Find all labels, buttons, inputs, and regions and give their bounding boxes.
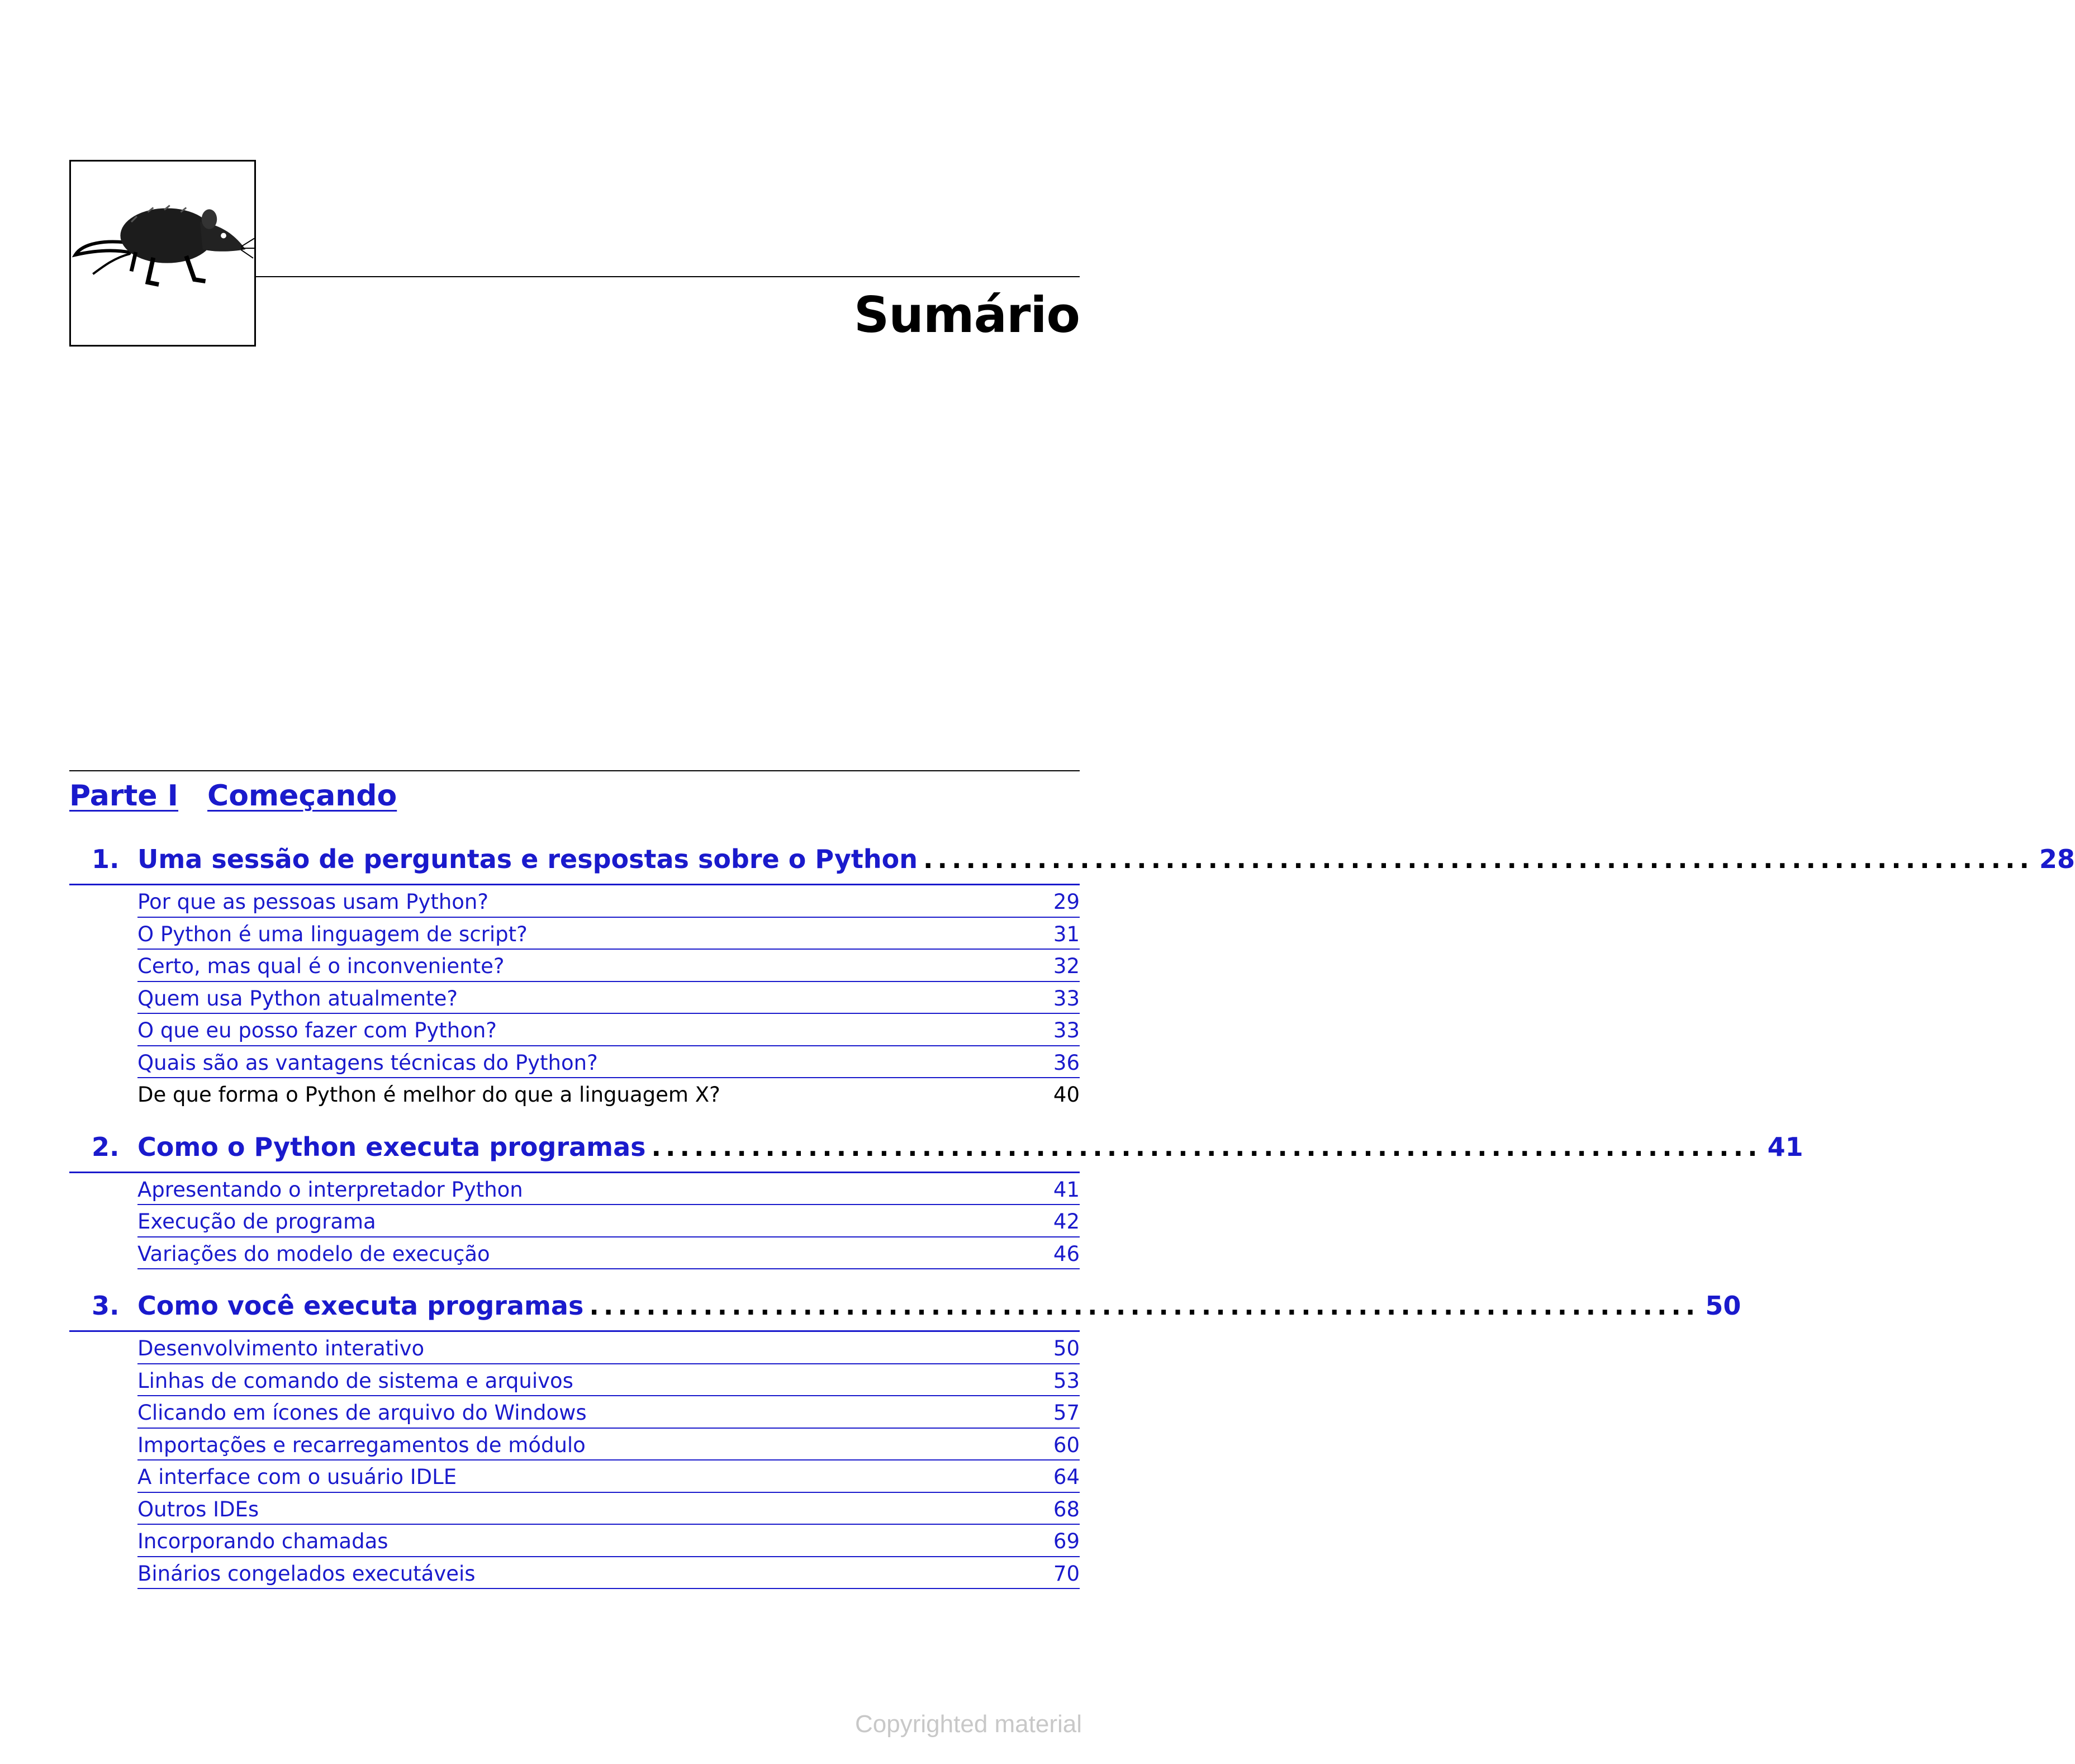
- chapter-number: 3.: [92, 1291, 120, 1321]
- copyright-watermark: Copyrighted material: [855, 1710, 1082, 1738]
- dot-leader: ..............................................................................: [589, 1291, 1700, 1321]
- entry-page: 46: [1053, 1241, 1080, 1266]
- chapter-2: [69, 1131, 1803, 1270]
- entry-title: O que eu posso fazer com Python?: [137, 1018, 497, 1042]
- rat-illustration-icon: [69, 160, 256, 347]
- entry-title: Certo, mas qual é o inconveniente?: [137, 954, 505, 978]
- toc-entry[interactable]: [137, 950, 1080, 982]
- chapter-page: 41: [1767, 1131, 1803, 1162]
- part-label: Parte I: [69, 779, 179, 813]
- chapter-title: Como você executa programas: [137, 1291, 584, 1321]
- entry-title: Importações e recarregamentos de módulo: [137, 1433, 586, 1457]
- entry-page: 70: [1053, 1561, 1080, 1586]
- part-heading[interactable]: [69, 779, 397, 813]
- toc-entry[interactable]: [137, 1429, 1080, 1461]
- entry-page: 50: [1053, 1336, 1080, 1360]
- entry-title: Quem usa Python atualmente?: [137, 986, 458, 1011]
- entry-title: Clicando em ícones de arquivo do Windows: [137, 1401, 587, 1425]
- entry-title: Por que as pessoas usam Python?: [137, 890, 489, 914]
- chapter-row[interactable]: [69, 1131, 1803, 1173]
- toc-entry[interactable]: [137, 1014, 1080, 1046]
- chapter-page: 50: [1705, 1291, 1741, 1321]
- entry-title: Binários congelados executáveis: [137, 1561, 476, 1586]
- chapter-title: Como o Python executa programas: [137, 1131, 646, 1162]
- entry-title: Variações do modelo de execução: [137, 1241, 490, 1266]
- table-of-contents: [69, 844, 2075, 1610]
- dot-leader: ..............................................................................: [651, 1131, 1762, 1162]
- chapter-1: [69, 844, 2075, 1111]
- toc-entry[interactable]: [137, 1396, 1080, 1429]
- toc-entry[interactable]: [137, 1460, 1080, 1493]
- entry-title: A interface com o usuário IDLE: [137, 1465, 457, 1489]
- entry-title: Apresentando o interpretador Python: [137, 1177, 523, 1202]
- entry-title: Desenvolvimento interativo: [137, 1336, 425, 1360]
- chapter-number: 1.: [92, 844, 120, 874]
- chapter-row[interactable]: [69, 844, 2075, 885]
- page-title: Sumário: [853, 286, 1080, 344]
- entry-page: 60: [1053, 1433, 1080, 1457]
- toc-entry[interactable]: [137, 918, 1080, 950]
- toc-entry[interactable]: [137, 1525, 1080, 1557]
- toc-entry[interactable]: [137, 1205, 1080, 1237]
- entry-page: 33: [1053, 1018, 1080, 1042]
- entry-page: 41: [1053, 1177, 1080, 1202]
- entry-title: Execução de programa: [137, 1210, 376, 1234]
- entry-title: Quais são as vantagens técnicas do Python?: [137, 1050, 598, 1075]
- entry-page: 36: [1053, 1050, 1080, 1075]
- chapter-3: [69, 1291, 1741, 1589]
- chapter-page: 28: [2039, 844, 2075, 874]
- entry-page: 42: [1053, 1210, 1080, 1234]
- entry-page: 69: [1053, 1529, 1080, 1553]
- toc-entry[interactable]: [137, 1332, 1080, 1364]
- toc-entry: [137, 1078, 1080, 1111]
- toc-entry[interactable]: [137, 1046, 1080, 1079]
- entry-page: 53: [1053, 1368, 1080, 1393]
- entry-title: Linhas de comando de sistema e arquivos: [137, 1368, 573, 1393]
- entry-title: Incorporando chamadas: [137, 1529, 388, 1553]
- entry-title: Outros IDEs: [137, 1497, 259, 1521]
- toc-entry[interactable]: [137, 1493, 1080, 1525]
- toc-entry[interactable]: [137, 1173, 1080, 1206]
- entry-title: O Python é uma linguagem de script?: [137, 922, 528, 946]
- toc-entry[interactable]: [137, 1237, 1080, 1270]
- entry-page: 40: [1053, 1083, 1080, 1107]
- entry-page: 31: [1053, 922, 1080, 946]
- toc-entry[interactable]: [137, 885, 1080, 918]
- entry-page: 57: [1053, 1401, 1080, 1425]
- chapter-title: Uma sessão de perguntas e respostas sobre o Python: [137, 844, 918, 874]
- header-rule: [256, 276, 1080, 277]
- entry-page: 68: [1053, 1497, 1080, 1521]
- entry-page: 33: [1053, 986, 1080, 1011]
- chapter-row[interactable]: [69, 1291, 1741, 1332]
- toc-entry[interactable]: [137, 1557, 1080, 1590]
- entry-page: 64: [1053, 1465, 1080, 1489]
- entry-page: 29: [1053, 890, 1080, 914]
- part-rule: [69, 770, 1080, 771]
- toc-entry[interactable]: [137, 982, 1080, 1014]
- toc-entry[interactable]: [137, 1364, 1080, 1397]
- entry-page: 32: [1053, 954, 1080, 978]
- entry-title: De que forma o Python é melhor do que a linguagem X?: [137, 1083, 720, 1107]
- chapter-number: 2.: [92, 1131, 120, 1162]
- part-title: Começando: [207, 779, 397, 813]
- dot-leader: ..............................................................................: [923, 844, 2034, 874]
